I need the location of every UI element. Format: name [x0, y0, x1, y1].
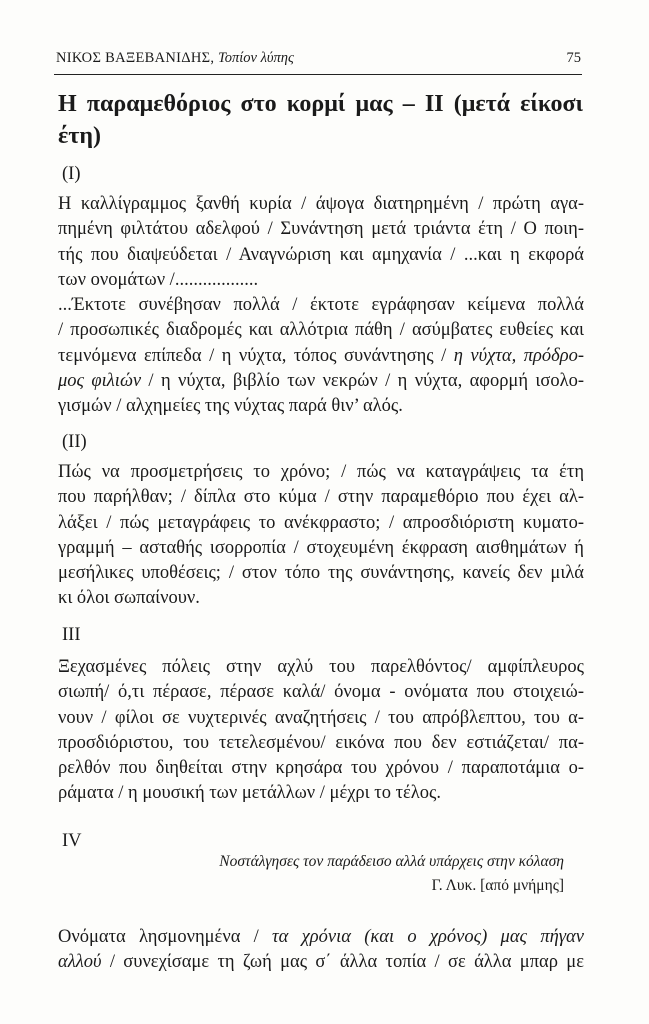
section-label: ΙΙΙ: [62, 625, 81, 645]
text-line: προσδιόριστου, του τετελεσμένου/ εικόνα που δεν εστιάζεται/ πα-: [58, 732, 584, 753]
text-line: ράματα / η μουσική των μετάλλων / μέχρι το τέλος.: [58, 783, 441, 804]
text-line: λάξει / πώς μεταγράφεις το ανέκφραστο; / απροσδιόριστη κυματο-: [58, 512, 584, 533]
page-number: 75: [566, 50, 581, 66]
epigraph-source: Γ. Λυκ. [από μνήμης]: [431, 877, 564, 894]
text-run: / η νύχτα, βιβλίο των νεκρών / η νύχτα, αφορμή ισολο-: [141, 370, 584, 391]
text-line: ...Έκτοτε συνέβησαν πολλά / έκτοτε εγράφησαν κείμενα πολλά: [58, 295, 584, 315]
title-line: έτη): [58, 123, 101, 149]
text-line: Η καλλίγραμμος ξανθή κυρία / άψογα διατηρημένη / πρώτη αγα-: [58, 194, 584, 214]
paragraph: [58, 655, 584, 807]
section-label: (ΙΙ): [62, 432, 87, 452]
running-header: [56, 50, 581, 67]
epigraph-quote: Νοστάλγησες τον παράδεισο αλλά υπάρχεις στην κόλαση: [219, 853, 564, 870]
text-line: γισμών / αλχημείες της νύχτας παρά θιν’ αλός.: [58, 396, 403, 417]
text-run: / συνεχίσαμε τη ζωή μας σ΄ άλλα τοπία / σε άλλα μπαρ με: [101, 952, 584, 973]
italic-run: αλλού: [58, 952, 102, 973]
epigraph: [58, 850, 564, 898]
italic-run: μος φιλιών: [58, 370, 142, 391]
text-line: σιωπή/ ό,τι πέρασε, πέρασε καλά/ όνομα - ονόματα που στοιχειώ-: [58, 682, 584, 703]
text-line: [58, 344, 584, 369]
text-line: των ονομάτων /..................: [58, 269, 259, 290]
section-label: ΙV: [62, 831, 82, 851]
text-line: / προσωπικές διαδρομές και αλλότρια πάθη / ασύμβατες ευθείες και: [58, 320, 584, 341]
section-label: (Ι): [62, 164, 81, 184]
text-line: Ξεχασμένες πόλεις στην αχλύ του παρελθόντος/ αμφίπλευρος: [58, 657, 584, 677]
text-line: τής που διαψεύδεται / Αναγνώριση και αμηχανία / ...και η εκφορά: [58, 244, 584, 265]
text-line: [58, 950, 584, 975]
paragraph: [58, 460, 584, 612]
paragraph: [58, 192, 584, 293]
header-book-title: Τοπίον λύπης: [217, 50, 294, 66]
italic-run: η νύχτα, πρόδρο-: [453, 345, 585, 366]
text-run: τεμνόμενα επίπεδα / η νύχτα, τόπος συνάντησης /: [58, 345, 454, 366]
paragraph: [58, 925, 584, 976]
text-line: μεσήλικες υποθέσεις; / στον τόπο της συνάντησης, κανείς δεν μιλά: [58, 563, 584, 584]
text-line: κι όλοι σωπαίνουν.: [58, 588, 200, 609]
italic-run: τα χρόνια (και ο χρόνος) μας πήγαν: [272, 927, 584, 947]
title-line: Η παραμεθόριος στο κορμί μας – ΙΙ (μετά είκοσι: [58, 91, 583, 117]
text-line: [58, 925, 584, 950]
header-rule: [54, 74, 582, 75]
paragraph: [58, 293, 584, 419]
text-line: πημένη φιλτάτου αδελφού / Συνάντηση μετά τριάντα έτη / Ο ποιη-: [58, 219, 584, 240]
text-line: [58, 369, 584, 394]
text-line: γραμμή – ασταθής ισορροπία / στοχευμένη έκφραση αισθημάτων ή: [58, 537, 584, 558]
text-line: Πώς να προσμετρήσεις το χρόνο; / πώς να καταγράψεις τα έτη: [58, 462, 584, 482]
header-author: ΝΙΚΟΣ ΒΑΞΕΒΑΝΙΔΗΣ,: [56, 50, 215, 66]
text-line: που παρήλθαν; / δίπλα στο κύμα / στην παραμεθόριο που έχει αλ-: [58, 487, 584, 508]
text-line: νουν / φίλοι σε νυχτερινές αναζητήσεις / του απρόβλεπτου, του α-: [58, 707, 584, 728]
poem-title: [58, 88, 583, 152]
text-line: ρελθόν που διηθείται στην κρησάρα του χρόνου / παραποτάμια ο-: [58, 758, 584, 779]
text-run: Ονόματα λησμονημένα /: [58, 927, 273, 947]
